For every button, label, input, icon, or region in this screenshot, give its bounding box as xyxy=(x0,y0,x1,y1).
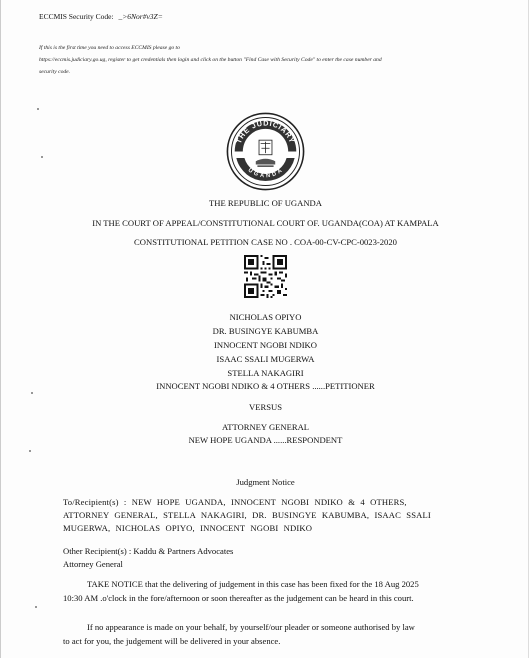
scan-speck xyxy=(37,108,39,110)
other-recipients-line-2: Attorney General xyxy=(63,559,123,569)
versus-label: VERSUS xyxy=(249,402,282,412)
recipients-line-3: MUGERWA, NICHOLAS OPIYO, INNOCENT NGOBI NDIKO xyxy=(63,523,313,533)
petitioner-3: INNOCENT NGOBI NDIKO xyxy=(214,340,317,350)
scan-speck xyxy=(31,392,33,394)
take-notice-line-1: TAKE NOTICE that the delivering of judgement in this case has been fixed for the 18 Aug 2025 xyxy=(87,579,419,589)
qr-code-icon xyxy=(244,255,287,298)
absence-line-2: to act for you, the judgement will be delivered in your absence. xyxy=(63,636,281,646)
absence-line-1: If no appearance is made on your behalf, by yourself/our pleader or someone authorised by law xyxy=(87,622,415,632)
security-code-label: ECCMIS Security Code: xyxy=(39,12,114,21)
seal-top-text: THE JUDICIARY xyxy=(234,118,297,145)
respondent-1: ATTORNEY GENERAL xyxy=(221,422,310,432)
respondent-label-line: NEW HOPE UGANDA ......RESPONDENT xyxy=(188,435,343,445)
access-instructions xyxy=(39,42,489,78)
petitioner-2: DR. BUSINGYE KABUMBA xyxy=(212,326,319,336)
take-notice-line-2: 10:30 AM .o'clock in the fore/afternoon or soon thereafter as the judgement can be heard in this court. xyxy=(63,593,414,603)
scan-speck xyxy=(41,156,43,158)
petitioner-4: ISAAC SSALI MUGERWA xyxy=(216,354,315,364)
case-number: CONSTITUTIONAL PETITION CASE NO . COA-00-CV-CPC-0023-2020 xyxy=(134,237,397,247)
seal-bottom-text: UGANDA xyxy=(246,167,285,180)
scan-speck xyxy=(35,606,37,608)
security-code-value: _>6Nor#v3Z= xyxy=(118,12,163,21)
note-line-2: https://eccmis.judiciary.go.ug, register to get credentials then login and click on the button "Find Case with Security Code" to enter the case number and xyxy=(39,57,382,63)
judiciary-seal-icon xyxy=(225,111,306,192)
recipients-line-2: ATTORNEY GENERAL, STELLA NAKAGIRI, DR. BUSINGYE KABUMBA, ISAAC SSALI xyxy=(63,510,431,520)
recipients-line-1: To/Recipient(s) : NEW HOPE UGANDA, INNOCENT NGOBI NDIKO & 4 OTHERS, xyxy=(63,497,407,507)
petitioner-label-line: INNOCENT NGOBI NDIKO & 4 OTHERS ......PETITIONER xyxy=(156,381,375,391)
note-line-3: security code. xyxy=(39,69,71,75)
security-code-line xyxy=(39,12,163,21)
notice-title: Judgment Notice xyxy=(236,477,295,487)
court-name: IN THE COURT OF APPEAL/CONSTITUTIONAL COURT OF. UGANDA(COA) AT KAMPALA xyxy=(92,218,439,228)
petitioner-1: NICHOLAS OPIYO xyxy=(229,312,302,322)
scan-speck xyxy=(29,450,31,452)
note-line-1: If this is the first time you need to access ECCMIS please go to xyxy=(39,45,180,51)
other-recipients-line-1: Other Recipient(s) : Kaddu & Partners Advocates xyxy=(63,546,234,556)
petitioner-5: STELLA NAKAGIRI xyxy=(227,368,304,378)
republic-heading: THE REPUBLIC OF UGANDA xyxy=(209,198,322,208)
